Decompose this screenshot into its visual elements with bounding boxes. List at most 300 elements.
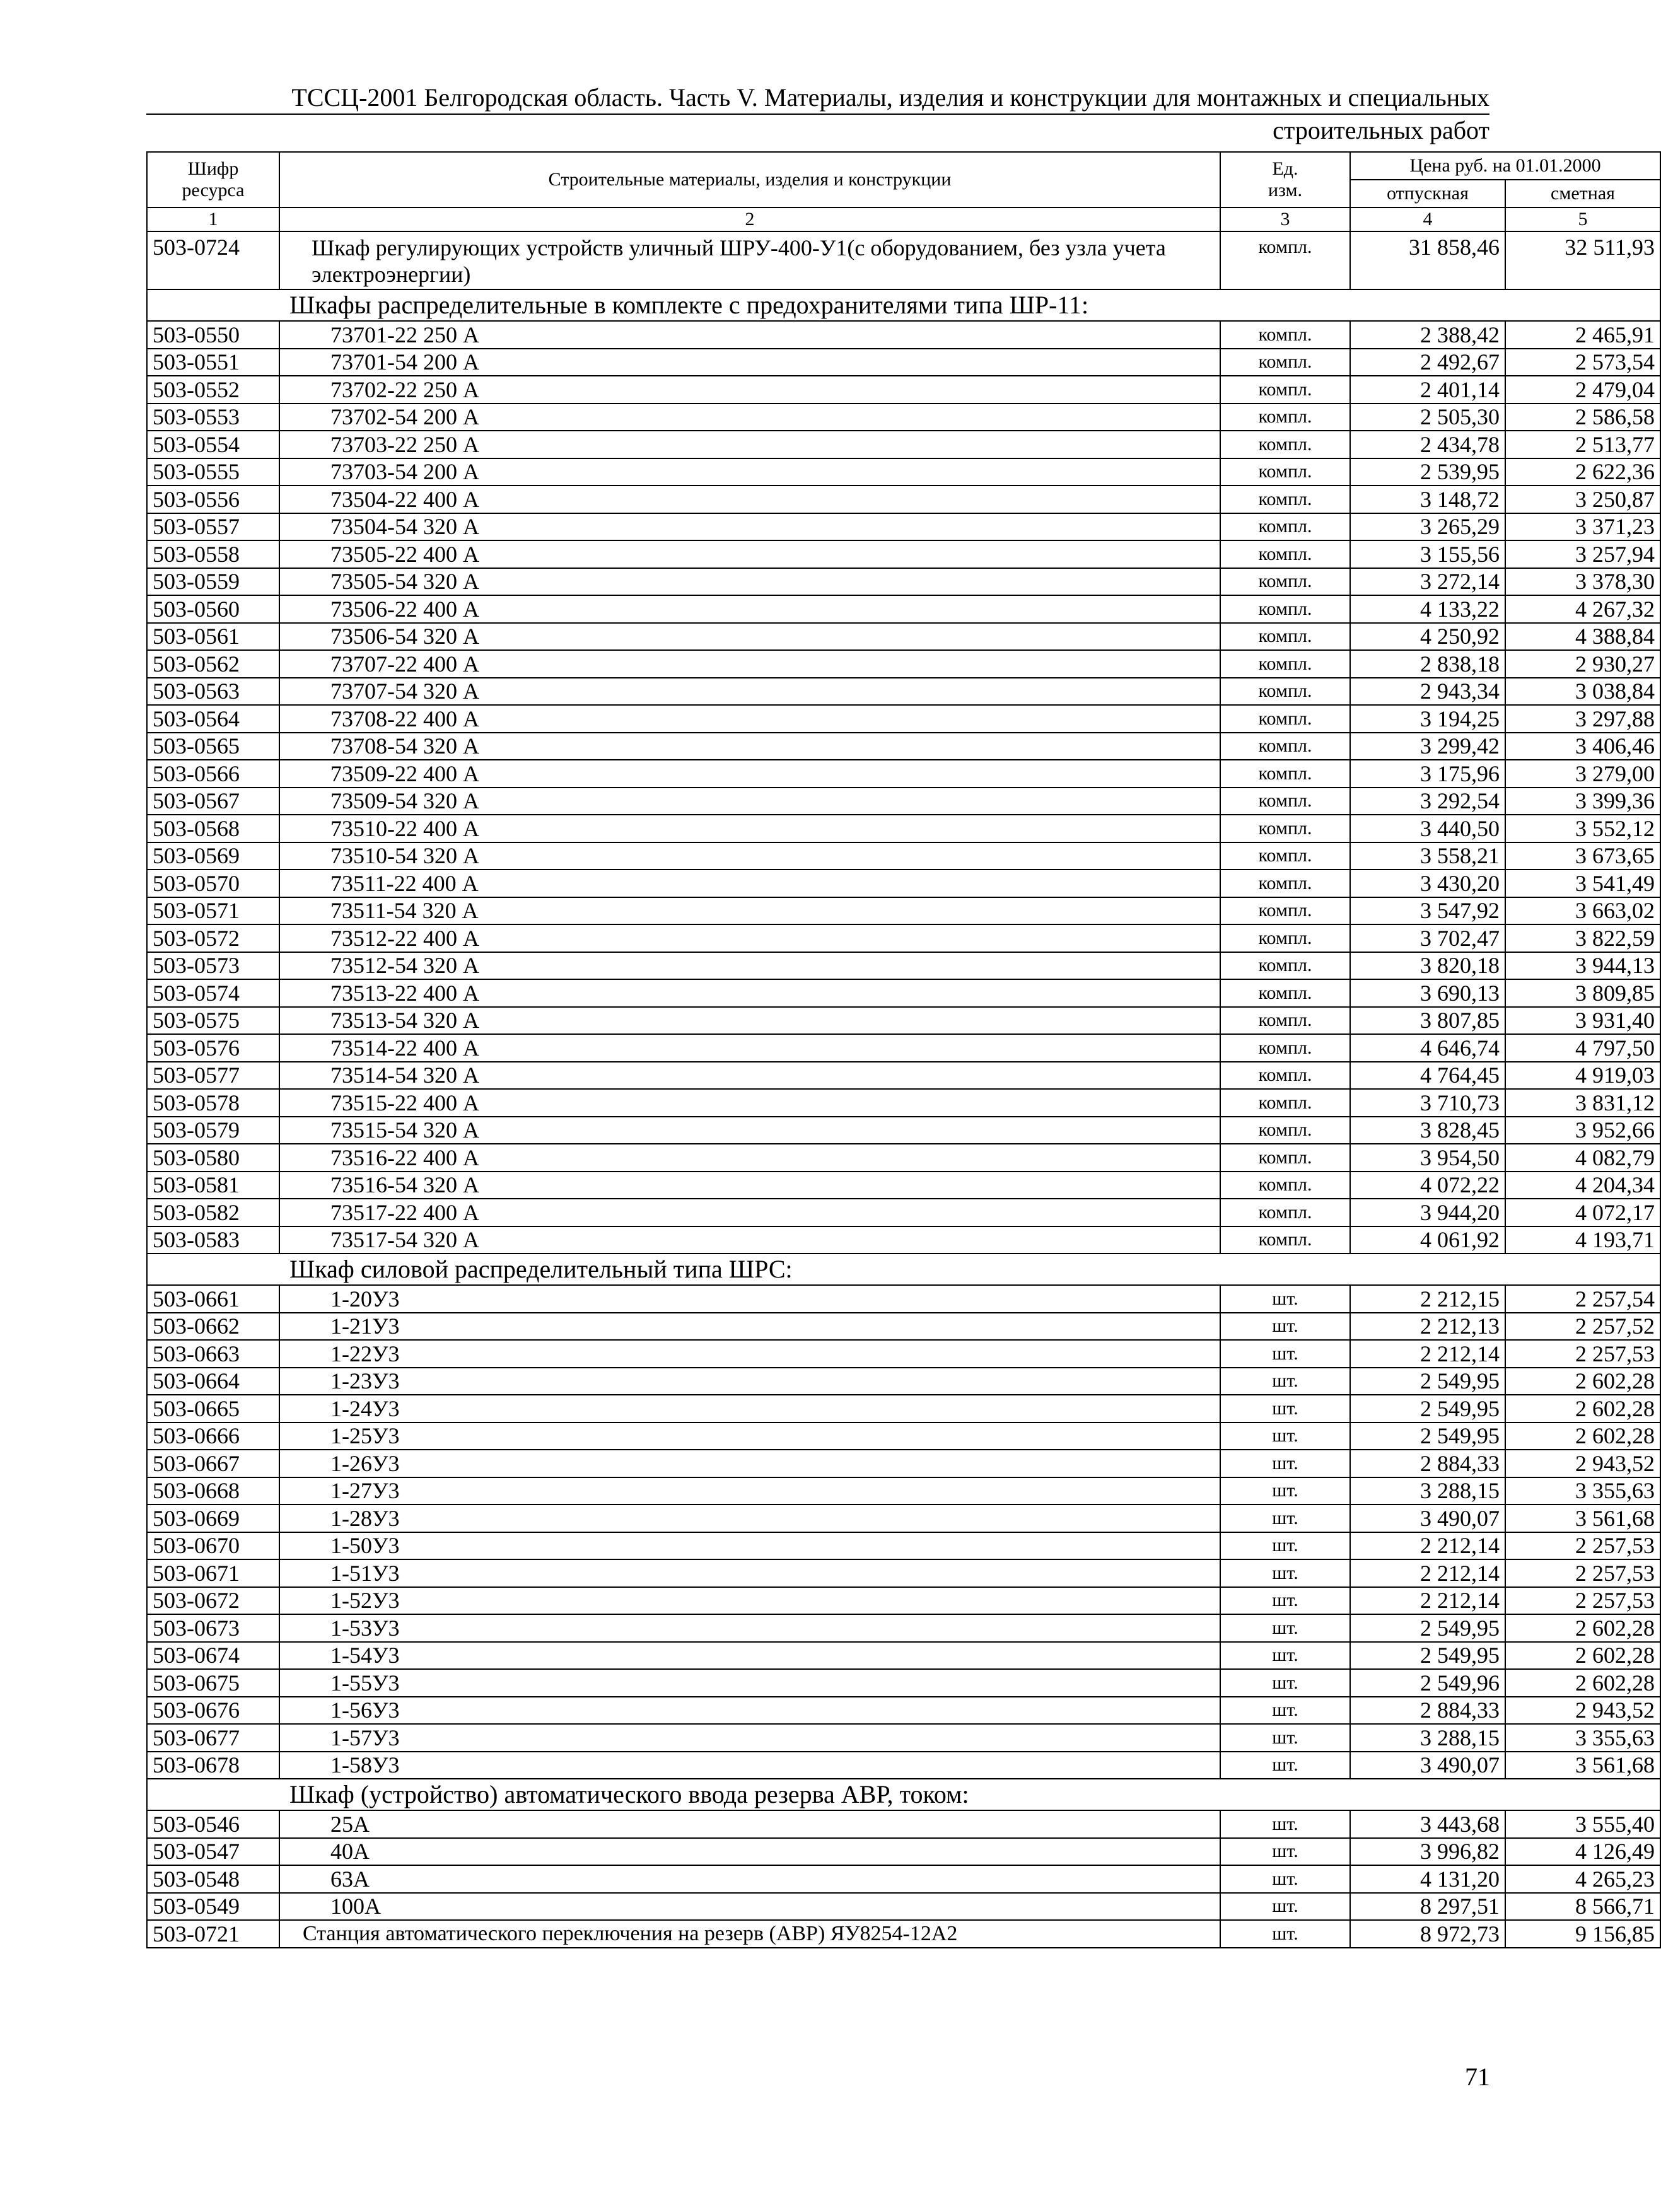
- row-code: 503-0577: [147, 1062, 279, 1090]
- row-code: 503-0671: [147, 1559, 279, 1587]
- row-unit: шт.: [1220, 1893, 1350, 1921]
- col-number: 3: [1220, 207, 1350, 231]
- row-name: 73707-22 400 А: [279, 650, 1220, 678]
- table-row: [147, 1007, 1660, 1035]
- col-number: 5: [1505, 207, 1660, 231]
- row-unit: шт.: [1220, 1865, 1350, 1893]
- row-code: 503-0552: [147, 376, 279, 404]
- row-release-price: 3 440,50: [1350, 815, 1505, 842]
- row-code: 503-0673: [147, 1614, 279, 1642]
- row-name: 73505-54 320 А: [279, 568, 1220, 596]
- row-code: 503-0670: [147, 1532, 279, 1560]
- row-code: 503-0676: [147, 1697, 279, 1725]
- row-estimate-price: 2 465,91: [1505, 321, 1660, 349]
- row-estimate-price: 2 257,53: [1505, 1532, 1660, 1560]
- row-unit: компл.: [1220, 897, 1350, 925]
- row-unit: шт.: [1220, 1724, 1350, 1752]
- row-code: 503-0721: [147, 1920, 279, 1948]
- row-release-price: 3 702,47: [1350, 924, 1505, 952]
- row-unit: компл.: [1220, 1034, 1350, 1062]
- row-release-price: 2 212,13: [1350, 1313, 1505, 1341]
- row-unit: шт.: [1220, 1477, 1350, 1505]
- row-code: 503-0669: [147, 1505, 279, 1532]
- row-code: 503-0566: [147, 760, 279, 788]
- row-code: 503-0564: [147, 705, 279, 733]
- table-row: [147, 1724, 1660, 1752]
- row-unit: компл.: [1220, 788, 1350, 815]
- row-unit: шт.: [1220, 1697, 1350, 1725]
- row-name: 73505-22 400 А: [279, 540, 1220, 568]
- row-release-price: 4 646,74: [1350, 1034, 1505, 1062]
- section-title: Шкаф (устройство) автоматического ввода резерва АВР, током:: [147, 1779, 1660, 1810]
- row-release-price: 4 764,45: [1350, 1062, 1505, 1090]
- row-name: 1-58У3: [279, 1752, 1220, 1779]
- row-estimate-price: 2 257,53: [1505, 1559, 1660, 1587]
- row-unit: компл.: [1220, 513, 1350, 541]
- row-name: 1-55У3: [279, 1669, 1220, 1697]
- row-release-price: 2 838,18: [1350, 650, 1505, 678]
- row-name: 73708-54 320 А: [279, 733, 1220, 760]
- table-row: [147, 1865, 1660, 1893]
- row-unit: компл.: [1220, 842, 1350, 870]
- table-row: [147, 705, 1660, 733]
- row-name: 73512-22 400 А: [279, 924, 1220, 952]
- row-unit: компл.: [1220, 705, 1350, 733]
- row-name: 73513-22 400 А: [279, 979, 1220, 1007]
- row-code: 503-0574: [147, 979, 279, 1007]
- row-unit: шт.: [1220, 1505, 1350, 1532]
- header-line-1: ТССЦ-2001 Белгородская область. Часть V. Материалы, изделия и конструкции для монтажных и специальных: [146, 82, 1489, 115]
- section-row: [147, 1779, 1660, 1810]
- row-code: 503-0576: [147, 1034, 279, 1062]
- col-number: 4: [1350, 207, 1505, 231]
- row-estimate-price: 4 267,32: [1505, 595, 1660, 623]
- table-row: [147, 1697, 1660, 1725]
- row-estimate-price: 3 355,63: [1505, 1724, 1660, 1752]
- row-estimate-price: 8 566,71: [1505, 1893, 1660, 1921]
- row-code: 503-0570: [147, 870, 279, 897]
- section-title: Шкафы распределительные в комплекте с предохранителями типа ШР-11:: [147, 289, 1660, 321]
- section-row: [147, 1254, 1660, 1285]
- row-unit: компл.: [1220, 1226, 1350, 1254]
- table-row: [147, 513, 1660, 541]
- row-code: 503-0675: [147, 1669, 279, 1697]
- row-estimate-price: 3 952,66: [1505, 1117, 1660, 1144]
- row-estimate-price: 2 602,28: [1505, 1423, 1660, 1450]
- row-release-price: 3 490,07: [1350, 1505, 1505, 1532]
- row-unit: компл.: [1220, 486, 1350, 513]
- table-row: [147, 1034, 1660, 1062]
- row-unit: шт.: [1220, 1752, 1350, 1779]
- col-number: 1: [147, 207, 279, 231]
- row-name: 73513-54 320 А: [279, 1007, 1220, 1035]
- row-name: 73516-22 400 А: [279, 1144, 1220, 1172]
- row-code: 503-0677: [147, 1724, 279, 1752]
- row-estimate-price: 3 371,23: [1505, 513, 1660, 541]
- row-name: 73514-22 400 А: [279, 1034, 1220, 1062]
- row-name: 73504-54 320 А: [279, 513, 1220, 541]
- row-release-price: 3 558,21: [1350, 842, 1505, 870]
- row-release-price: 3 820,18: [1350, 952, 1505, 980]
- row-estimate-price: 2 602,28: [1505, 1395, 1660, 1423]
- row-unit: шт.: [1220, 1313, 1350, 1341]
- row-release-price: 3 954,50: [1350, 1144, 1505, 1172]
- row-unit: компл.: [1220, 431, 1350, 458]
- row-name: 73515-22 400 А: [279, 1089, 1220, 1117]
- row-name: 25А: [279, 1810, 1220, 1838]
- row-code: 503-0557: [147, 513, 279, 541]
- row-release-price: 3 443,68: [1350, 1810, 1505, 1838]
- row-release-price: 2 212,14: [1350, 1587, 1505, 1615]
- row-release-price: 2 549,95: [1350, 1614, 1505, 1642]
- row-code: 503-0558: [147, 540, 279, 568]
- row-release-price: 3 944,20: [1350, 1199, 1505, 1226]
- row-code: 503-0548: [147, 1865, 279, 1893]
- row-name: 73701-54 200 А: [279, 349, 1220, 376]
- row-unit: шт.: [1220, 1395, 1350, 1423]
- row-release-price: 3 272,14: [1350, 568, 1505, 596]
- row-estimate-price: 4 082,79: [1505, 1144, 1660, 1172]
- table-row: [147, 1587, 1660, 1615]
- row-estimate-price: 3 561,68: [1505, 1505, 1660, 1532]
- row-unit: компл.: [1220, 458, 1350, 486]
- row-unit: компл.: [1220, 870, 1350, 897]
- row-estimate-price: 4 919,03: [1505, 1062, 1660, 1090]
- row-unit: шт.: [1220, 1423, 1350, 1450]
- row-unit: шт.: [1220, 1368, 1350, 1395]
- row-code: 503-0553: [147, 404, 279, 431]
- row-release-price: 3 148,72: [1350, 486, 1505, 513]
- row-release-price: 2 549,95: [1350, 1423, 1505, 1450]
- table-row: [147, 1838, 1660, 1866]
- row-unit: компл.: [1220, 1172, 1350, 1199]
- table-row: [147, 1226, 1660, 1254]
- row-code: 503-0554: [147, 431, 279, 458]
- table-row: [147, 1505, 1660, 1532]
- row-estimate-price: 3 297,88: [1505, 705, 1660, 733]
- row-release-price: 2 539,95: [1350, 458, 1505, 486]
- row-unit: компл.: [1220, 952, 1350, 980]
- row-estimate-price: 3 399,36: [1505, 788, 1660, 815]
- row-estimate-price: 2 943,52: [1505, 1697, 1660, 1725]
- table-row: [147, 1340, 1660, 1368]
- row-unit: шт.: [1220, 1920, 1350, 1948]
- row-estimate-price: 3 355,63: [1505, 1477, 1660, 1505]
- row-name: Станция автоматического переключения на резерв (АВР) ЯУ8254-12А2: [279, 1920, 1220, 1948]
- table-row: [147, 349, 1660, 376]
- row-estimate-price: 2 602,28: [1505, 1368, 1660, 1395]
- row-name: 1-52У3: [279, 1587, 1220, 1615]
- row-unit: компл.: [1220, 678, 1350, 706]
- table-row: [147, 1669, 1660, 1697]
- row-estimate-price: 32 511,93: [1505, 231, 1660, 289]
- row-code: 503-0550: [147, 321, 279, 349]
- row-name: 73504-22 400 А: [279, 486, 1220, 513]
- table-row: [147, 897, 1660, 925]
- col-name-header: Строительные материалы, изделия и конструкции: [279, 152, 1220, 207]
- row-unit: компл.: [1220, 1007, 1350, 1035]
- row-estimate-price: 2 257,53: [1505, 1587, 1660, 1615]
- table-row: [147, 760, 1660, 788]
- row-name: 1-50У3: [279, 1532, 1220, 1560]
- row-release-price: 2 388,42: [1350, 321, 1505, 349]
- row-name: 73515-54 320 А: [279, 1117, 1220, 1144]
- row-unit: шт.: [1220, 1587, 1350, 1615]
- row-unit: шт.: [1220, 1614, 1350, 1642]
- table-row: [147, 952, 1660, 980]
- row-unit: компл.: [1220, 650, 1350, 678]
- row-code: 503-0724: [147, 231, 279, 289]
- row-release-price: 4 061,92: [1350, 1226, 1505, 1254]
- row-unit: компл.: [1220, 979, 1350, 1007]
- row-unit: компл.: [1220, 924, 1350, 952]
- row-estimate-price: 2 257,52: [1505, 1313, 1660, 1341]
- row-release-price: 2 434,78: [1350, 431, 1505, 458]
- col-number: 2: [279, 207, 1220, 231]
- row-release-price: 2 505,30: [1350, 404, 1505, 431]
- table-row: [147, 568, 1660, 596]
- row-release-price: 3 710,73: [1350, 1089, 1505, 1117]
- row-code: 503-0559: [147, 568, 279, 596]
- row-code: 503-0661: [147, 1285, 279, 1313]
- row-code: 503-0663: [147, 1340, 279, 1368]
- row-estimate-price: 2 586,58: [1505, 404, 1660, 431]
- row-unit: компл.: [1220, 349, 1350, 376]
- row-unit: компл.: [1220, 1117, 1350, 1144]
- row-release-price: 2 401,14: [1350, 376, 1505, 404]
- row-release-price: 2 212,14: [1350, 1532, 1505, 1560]
- row-estimate-price: 2 513,77: [1505, 431, 1660, 458]
- row-estimate-price: 4 193,71: [1505, 1226, 1660, 1254]
- row-release-price: 3 288,15: [1350, 1477, 1505, 1505]
- row-code: 503-0551: [147, 349, 279, 376]
- row-code: 503-0572: [147, 924, 279, 952]
- running-header: [146, 82, 1489, 146]
- row-release-price: 2 549,95: [1350, 1368, 1505, 1395]
- row-release-price: 3 690,13: [1350, 979, 1505, 1007]
- row-release-price: 3 807,85: [1350, 1007, 1505, 1035]
- row-unit: шт.: [1220, 1810, 1350, 1838]
- row-unit: шт.: [1220, 1285, 1350, 1313]
- row-unit: компл.: [1220, 595, 1350, 623]
- row-unit: компл.: [1220, 376, 1350, 404]
- row-code: 503-0568: [147, 815, 279, 842]
- row-name: 1-24У3: [279, 1395, 1220, 1423]
- table-row: [147, 431, 1660, 458]
- table-row: [147, 1172, 1660, 1199]
- table-row: [147, 979, 1660, 1007]
- row-estimate-price: 2 943,52: [1505, 1450, 1660, 1477]
- row-estimate-price: 3 555,40: [1505, 1810, 1660, 1838]
- row-estimate-price: 4 265,23: [1505, 1865, 1660, 1893]
- row-unit: компл.: [1220, 404, 1350, 431]
- row-estimate-price: 9 156,85: [1505, 1920, 1660, 1948]
- table-row: [147, 1450, 1660, 1477]
- row-estimate-price: 3 406,46: [1505, 733, 1660, 760]
- table-row: [147, 1285, 1660, 1313]
- table-row: [147, 815, 1660, 842]
- row-release-price: 3 547,92: [1350, 897, 1505, 925]
- table-row: [147, 1117, 1660, 1144]
- table-row: [147, 1089, 1660, 1117]
- col-code-header: Шифр ресурса: [147, 152, 279, 207]
- row-release-price: 3 288,15: [1350, 1724, 1505, 1752]
- table-row: [147, 1477, 1660, 1505]
- row-estimate-price: 3 552,12: [1505, 815, 1660, 842]
- table-row: [147, 1559, 1660, 1587]
- row-release-price: 31 858,46: [1350, 231, 1505, 289]
- row-name: 1-20У3: [279, 1285, 1220, 1313]
- row-unit: компл.: [1220, 540, 1350, 568]
- table-row: [147, 1144, 1660, 1172]
- row-unit: компл.: [1220, 1144, 1350, 1172]
- row-unit: шт.: [1220, 1642, 1350, 1670]
- row-release-price: 8 972,73: [1350, 1920, 1505, 1948]
- row-unit: компл.: [1220, 231, 1350, 289]
- row-name: 1-26У3: [279, 1450, 1220, 1477]
- row-release-price: 3 292,54: [1350, 788, 1505, 815]
- row-estimate-price: 2 257,53: [1505, 1340, 1660, 1368]
- row-code: 503-0546: [147, 1810, 279, 1838]
- row-release-price: 3 155,56: [1350, 540, 1505, 568]
- row-unit: компл.: [1220, 1062, 1350, 1090]
- col-release-header: отпускная: [1350, 180, 1505, 207]
- row-unit: компл.: [1220, 1199, 1350, 1226]
- table-row: [147, 404, 1660, 431]
- row-code: 503-0580: [147, 1144, 279, 1172]
- row-code: 503-0565: [147, 733, 279, 760]
- row-name: 1-56У3: [279, 1697, 1220, 1725]
- row-code: 503-0665: [147, 1395, 279, 1423]
- table-row: [147, 1423, 1660, 1450]
- row-code: 503-0561: [147, 623, 279, 651]
- row-unit: компл.: [1220, 321, 1350, 349]
- row-code: 503-0672: [147, 1587, 279, 1615]
- row-code: 503-0662: [147, 1313, 279, 1341]
- row-code: 503-0555: [147, 458, 279, 486]
- row-name: 73708-22 400 А: [279, 705, 1220, 733]
- row-name: 73506-22 400 А: [279, 595, 1220, 623]
- row-name: 73702-54 200 А: [279, 404, 1220, 431]
- table-row: [147, 321, 1660, 349]
- table-row: [147, 376, 1660, 404]
- row-unit: компл.: [1220, 623, 1350, 651]
- row-name: 73516-54 320 А: [279, 1172, 1220, 1199]
- row-name: 1-53У3: [279, 1614, 1220, 1642]
- table-row: [147, 595, 1660, 623]
- table-row: [147, 842, 1660, 870]
- row-code: 503-0667: [147, 1450, 279, 1477]
- row-name: Шкаф регулирующих устройств уличный ШРУ-400-У1(с оборудованием, без узла учета электроэнергии): [279, 231, 1220, 289]
- row-estimate-price: 3 279,00: [1505, 760, 1660, 788]
- table-row: [147, 1642, 1660, 1670]
- table-row: [147, 1062, 1660, 1090]
- row-name: 1-25У3: [279, 1423, 1220, 1450]
- row-code: 503-0571: [147, 897, 279, 925]
- row-estimate-price: 4 388,84: [1505, 623, 1660, 651]
- table-row: [147, 1810, 1660, 1838]
- row-release-price: 3 194,25: [1350, 705, 1505, 733]
- row-code: 503-0668: [147, 1477, 279, 1505]
- row-estimate-price: 2 479,04: [1505, 376, 1660, 404]
- row-code: 503-0674: [147, 1642, 279, 1670]
- section-title: Шкаф силовой распределительный типа ШРС:: [147, 1254, 1660, 1285]
- row-code: 503-0560: [147, 595, 279, 623]
- row-name: 73517-54 320 А: [279, 1226, 1220, 1254]
- row-estimate-price: 3 831,12: [1505, 1089, 1660, 1117]
- row-release-price: 4 131,20: [1350, 1865, 1505, 1893]
- row-estimate-price: 3 673,65: [1505, 842, 1660, 870]
- row-name: 73511-22 400 А: [279, 870, 1220, 897]
- price-table: [146, 151, 1661, 1948]
- row-release-price: 2 492,67: [1350, 349, 1505, 376]
- page-number: 71: [1465, 2063, 1490, 2091]
- row-code: 503-0563: [147, 678, 279, 706]
- row-release-price: 4 072,22: [1350, 1172, 1505, 1199]
- row-release-price: 2 884,33: [1350, 1450, 1505, 1477]
- table-row: [147, 678, 1660, 706]
- row-name: 1-22У3: [279, 1340, 1220, 1368]
- row-release-price: 4 250,92: [1350, 623, 1505, 651]
- row-release-price: 3 175,96: [1350, 760, 1505, 788]
- row-name: 73511-54 320 А: [279, 897, 1220, 925]
- row-code: 503-0562: [147, 650, 279, 678]
- row-unit: компл.: [1220, 815, 1350, 842]
- row-name: 1-23У3: [279, 1368, 1220, 1395]
- row-estimate-price: 2 622,36: [1505, 458, 1660, 486]
- row-unit: компл.: [1220, 1089, 1350, 1117]
- row-estimate-price: 3 809,85: [1505, 979, 1660, 1007]
- row-estimate-price: 4 126,49: [1505, 1838, 1660, 1866]
- row-name: 73510-22 400 А: [279, 815, 1220, 842]
- row-code: 503-0569: [147, 842, 279, 870]
- row-code: 503-0549: [147, 1893, 279, 1921]
- row-name: 1-54У3: [279, 1642, 1220, 1670]
- row-estimate-price: 2 573,54: [1505, 349, 1660, 376]
- row-code: 503-0579: [147, 1117, 279, 1144]
- row-name: 63А: [279, 1865, 1220, 1893]
- row-estimate-price: 2 257,54: [1505, 1285, 1660, 1313]
- section-row: [147, 289, 1660, 321]
- row-name: 73506-54 320 А: [279, 623, 1220, 651]
- row-unit: шт.: [1220, 1559, 1350, 1587]
- row-name: 73509-54 320 А: [279, 788, 1220, 815]
- row-unit: шт.: [1220, 1532, 1350, 1560]
- row-release-price: 3 265,29: [1350, 513, 1505, 541]
- row-estimate-price: 3 561,68: [1505, 1752, 1660, 1779]
- row-unit: компл.: [1220, 733, 1350, 760]
- row-unit: шт.: [1220, 1450, 1350, 1477]
- row-estimate-price: 2 602,28: [1505, 1669, 1660, 1697]
- table-row: [147, 1368, 1660, 1395]
- row-name: 100А: [279, 1893, 1220, 1921]
- row-release-price: 2 549,95: [1350, 1642, 1505, 1670]
- row-code: 503-0567: [147, 788, 279, 815]
- row-code: 503-0678: [147, 1752, 279, 1779]
- row-estimate-price: 2 930,27: [1505, 650, 1660, 678]
- col-estimate-header: сметная: [1505, 180, 1660, 207]
- table-row: [147, 1920, 1660, 1948]
- row-release-price: 2 549,95: [1350, 1395, 1505, 1423]
- row-name: 73702-22 250 А: [279, 376, 1220, 404]
- table-row: [147, 1313, 1660, 1341]
- row-release-price: 2 549,96: [1350, 1669, 1505, 1697]
- row-name: 1-51У3: [279, 1559, 1220, 1587]
- col-price-header: Цена руб. на 01.01.2000: [1350, 152, 1660, 180]
- row-estimate-price: 2 602,28: [1505, 1614, 1660, 1642]
- row-code: 503-0583: [147, 1226, 279, 1254]
- row-estimate-price: 4 204,34: [1505, 1172, 1660, 1199]
